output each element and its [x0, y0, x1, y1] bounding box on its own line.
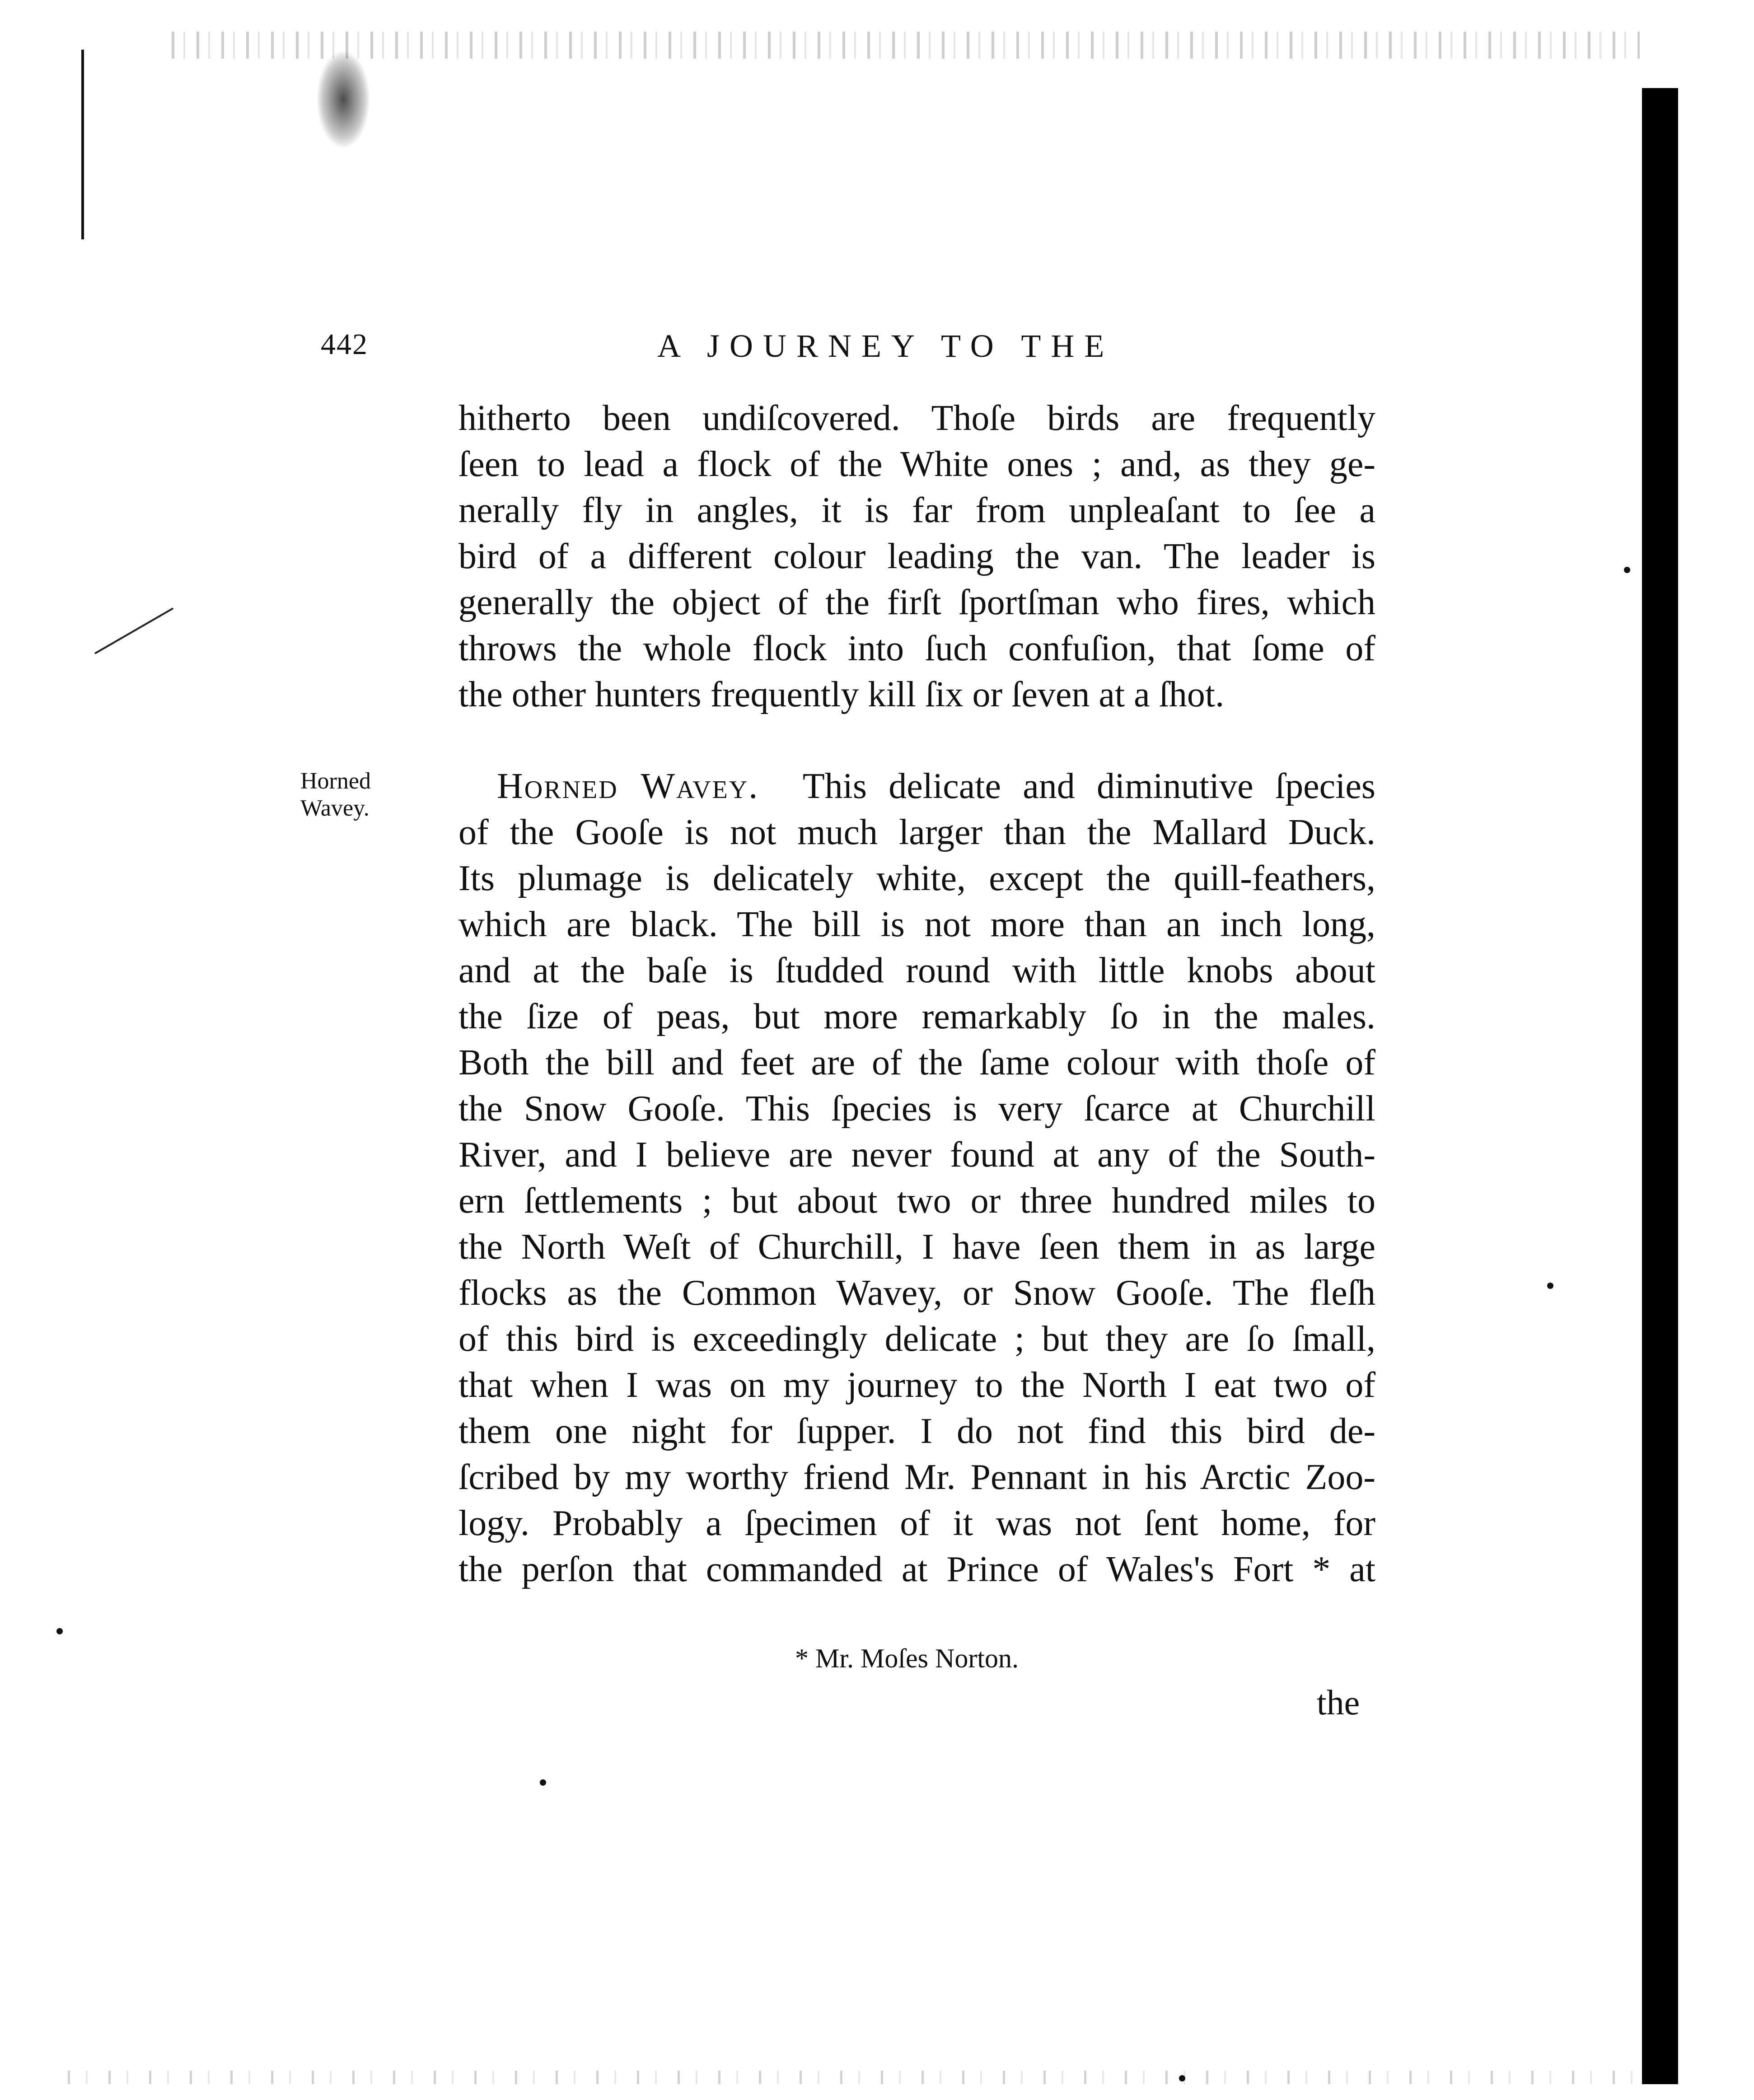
stray-dot: [1547, 1283, 1553, 1289]
text-line: Its plumage is delicately white, except the quill-feathers,: [458, 859, 1375, 898]
scan-edge-right: [1642, 88, 1678, 2084]
margin-note-line: Wavey.: [300, 795, 370, 821]
text-line: the Snow Gooſe. This ſpecies is very ſcarce at Churchill: [458, 1089, 1375, 1129]
text-line: generally the object of the firſt ſportſman who fires, which: [458, 583, 1375, 622]
scan-noise-bottom: [68, 2071, 1671, 2084]
text-line: which are black. The bill is not more than an inch long,: [458, 905, 1375, 944]
text-line: of this bird is exceedingly delicate ; but they are ſo ſmall,: [458, 1319, 1375, 1359]
scan-edge-left: [81, 50, 84, 239]
catchword: the: [1317, 1683, 1360, 1722]
text-line: ern ſettlements ; but about two or three hundred miles to: [458, 1181, 1375, 1221]
margin-note: [300, 768, 371, 822]
paragraph-2: [458, 763, 1375, 1592]
stray-dot: [1179, 2075, 1185, 2081]
text-line-first: [458, 763, 1375, 809]
page-number: 442: [321, 328, 368, 361]
text-line: throws the whole flock into ſuch confuſion, that ſome of: [458, 629, 1375, 668]
text-line: River, and I believe are never found at any of the South-: [458, 1135, 1375, 1175]
margin-note-line: Horned: [300, 768, 371, 794]
text-line: flocks as the Common Wavey, or Snow Gooſe. The fleſh: [458, 1273, 1375, 1313]
stray-dot: [56, 1628, 63, 1634]
text-line: hitherto been undiſcovered. Thoſe birds are frequently: [458, 398, 1375, 438]
text-line: ſeen to lead a flock of the White ones ; and, as they ge-: [458, 444, 1375, 484]
text-line: that when I was on my journey to the North I eat two of: [458, 1365, 1375, 1405]
text-line: the other hunters frequently kill ſix or ſeven at a ſhot.: [458, 675, 1225, 714]
running-head: A JOURNEY TO THE: [657, 328, 1114, 364]
paragraph-1: [458, 395, 1375, 718]
section-heading: Horned Wavey.: [497, 766, 759, 806]
text-line: ſcribed by my worthy friend Mr. Pennant in his Arctic Zoo-: [458, 1457, 1375, 1497]
text-line: nerally fly in angles, it is far from unpleaſant to ſee a: [458, 490, 1375, 530]
text-line: Both the bill and feet are of the ſame colour with thoſe of: [458, 1043, 1375, 1083]
text-line: the perſon that commanded at Prince of Wales's Fort * at: [458, 1549, 1375, 1589]
text-line: bird of a different colour leading the van. The leader is: [458, 537, 1375, 576]
text-line: the ſize of peas, but more remarkably ſo in the males.: [458, 997, 1375, 1036]
text-line: them one night for ſupper. I do not find this bird de-: [458, 1411, 1375, 1451]
stray-dot: [540, 1779, 546, 1786]
ink-blot: [316, 50, 370, 149]
text-line: of the Gooſe is not much larger than the Mallard Duck.: [458, 812, 1375, 852]
stray-dot: [1624, 567, 1630, 573]
scan-noise-top: [172, 32, 1640, 59]
text-line: the North Weſt of Churchill, I have ſeen them in as large: [458, 1227, 1375, 1267]
stray-mark: [94, 607, 173, 654]
text-line: logy. Probably a ſpecimen of it was not ſent home, for: [458, 1503, 1375, 1543]
text-line: and at the baſe is ſtudded round with little knobs about: [458, 951, 1375, 990]
footnote: * Mr. Moſes Norton.: [795, 1643, 1019, 1673]
text-line-rest: This delicate and diminutive ſpecies: [802, 766, 1376, 806]
